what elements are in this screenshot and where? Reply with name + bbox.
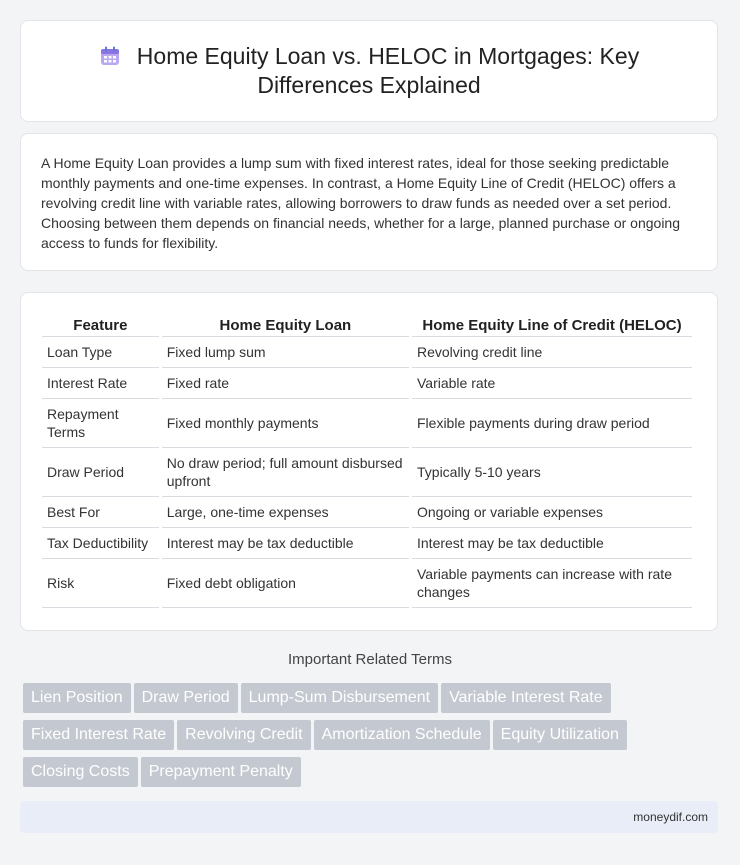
intro-card bbox=[20, 133, 718, 271]
table-cell: Ongoing or variable expenses bbox=[412, 497, 692, 528]
table-row bbox=[42, 448, 692, 497]
table-cell: Tax Deductibility bbox=[42, 528, 159, 559]
table-row bbox=[42, 337, 692, 368]
comparison-table-card bbox=[20, 292, 718, 631]
term-tag[interactable]: Closing Costs bbox=[23, 757, 138, 787]
term-tag[interactable]: Amortization Schedule bbox=[314, 720, 490, 750]
term-tag[interactable]: Lump-Sum Disbursement bbox=[241, 683, 438, 713]
term-tag[interactable]: Variable Interest Rate bbox=[441, 683, 611, 713]
calendar-icon bbox=[99, 45, 121, 67]
table-cell: Fixed monthly payments bbox=[162, 399, 409, 448]
header-home-equity-loan: Home Equity Loan bbox=[162, 313, 409, 337]
table-row bbox=[42, 497, 692, 528]
comparison-table bbox=[39, 313, 695, 608]
related-terms-heading: Important Related Terms bbox=[288, 651, 452, 668]
term-tag[interactable]: Draw Period bbox=[134, 683, 238, 713]
title-card bbox=[20, 20, 718, 122]
term-tag[interactable]: Fixed Interest Rate bbox=[23, 720, 174, 750]
table-row bbox=[42, 559, 692, 608]
table-cell: Large, one-time expenses bbox=[162, 497, 409, 528]
table-cell: Fixed rate bbox=[162, 368, 409, 399]
table-cell: Revolving credit line bbox=[412, 337, 692, 368]
table-cell: Fixed lump sum bbox=[162, 337, 409, 368]
table-cell: Interest may be tax deductible bbox=[412, 528, 692, 559]
table-cell: Loan Type bbox=[42, 337, 159, 368]
table-cell: Interest Rate bbox=[42, 368, 159, 399]
table-cell: Typically 5-10 years bbox=[412, 448, 692, 497]
table-cell: Interest may be tax deductible bbox=[162, 528, 409, 559]
term-tag[interactable]: Lien Position bbox=[23, 683, 131, 713]
page-title-wrap bbox=[69, 42, 669, 100]
footer bbox=[20, 801, 718, 833]
table-cell: Best For bbox=[42, 497, 159, 528]
table-row bbox=[42, 399, 692, 448]
term-tag[interactable]: Prepayment Penalty bbox=[141, 757, 301, 787]
table-cell: Variable payments can increase with rate changes bbox=[412, 559, 692, 608]
term-tag[interactable]: Equity Utilization bbox=[493, 720, 627, 750]
table-cell: Flexible payments during draw period bbox=[412, 399, 692, 448]
header-heloc: Home Equity Line of Credit (HELOC) bbox=[412, 313, 692, 337]
table-cell: Risk bbox=[42, 559, 159, 608]
table-header-row bbox=[42, 313, 692, 337]
table-cell: Fixed debt obligation bbox=[162, 559, 409, 608]
page-title: Home Equity Loan vs. HELOC in Mortgages: Key Differences Explained bbox=[136, 43, 640, 98]
table-row bbox=[42, 368, 692, 399]
table-cell: Draw Period bbox=[42, 448, 159, 497]
table-cell: Repayment Terms bbox=[42, 399, 159, 448]
table-cell: Variable rate bbox=[412, 368, 692, 399]
table-cell: No draw period; full amount disbursed upfront bbox=[162, 448, 409, 497]
term-tag[interactable]: Revolving Credit bbox=[177, 720, 310, 750]
related-terms-list bbox=[23, 683, 723, 794]
footer-site-link[interactable]: moneydif.com bbox=[633, 810, 708, 824]
table-row bbox=[42, 528, 692, 559]
intro-paragraph: A Home Equity Loan provides a lump sum with fixed interest rates, ideal for those seeking predictable monthly payments and one-time expenses. In contrast, a Home Equity Line of Credit (HELOC) offers a revolving credit line with variable rates, allowing borrowers to draw funds as needed over a set period. Choosing between them depends on financial needs, whether for a large, planned purchase or ongoing access to funds for flexibility. bbox=[41, 155, 680, 251]
header-feature: Feature bbox=[42, 313, 159, 337]
